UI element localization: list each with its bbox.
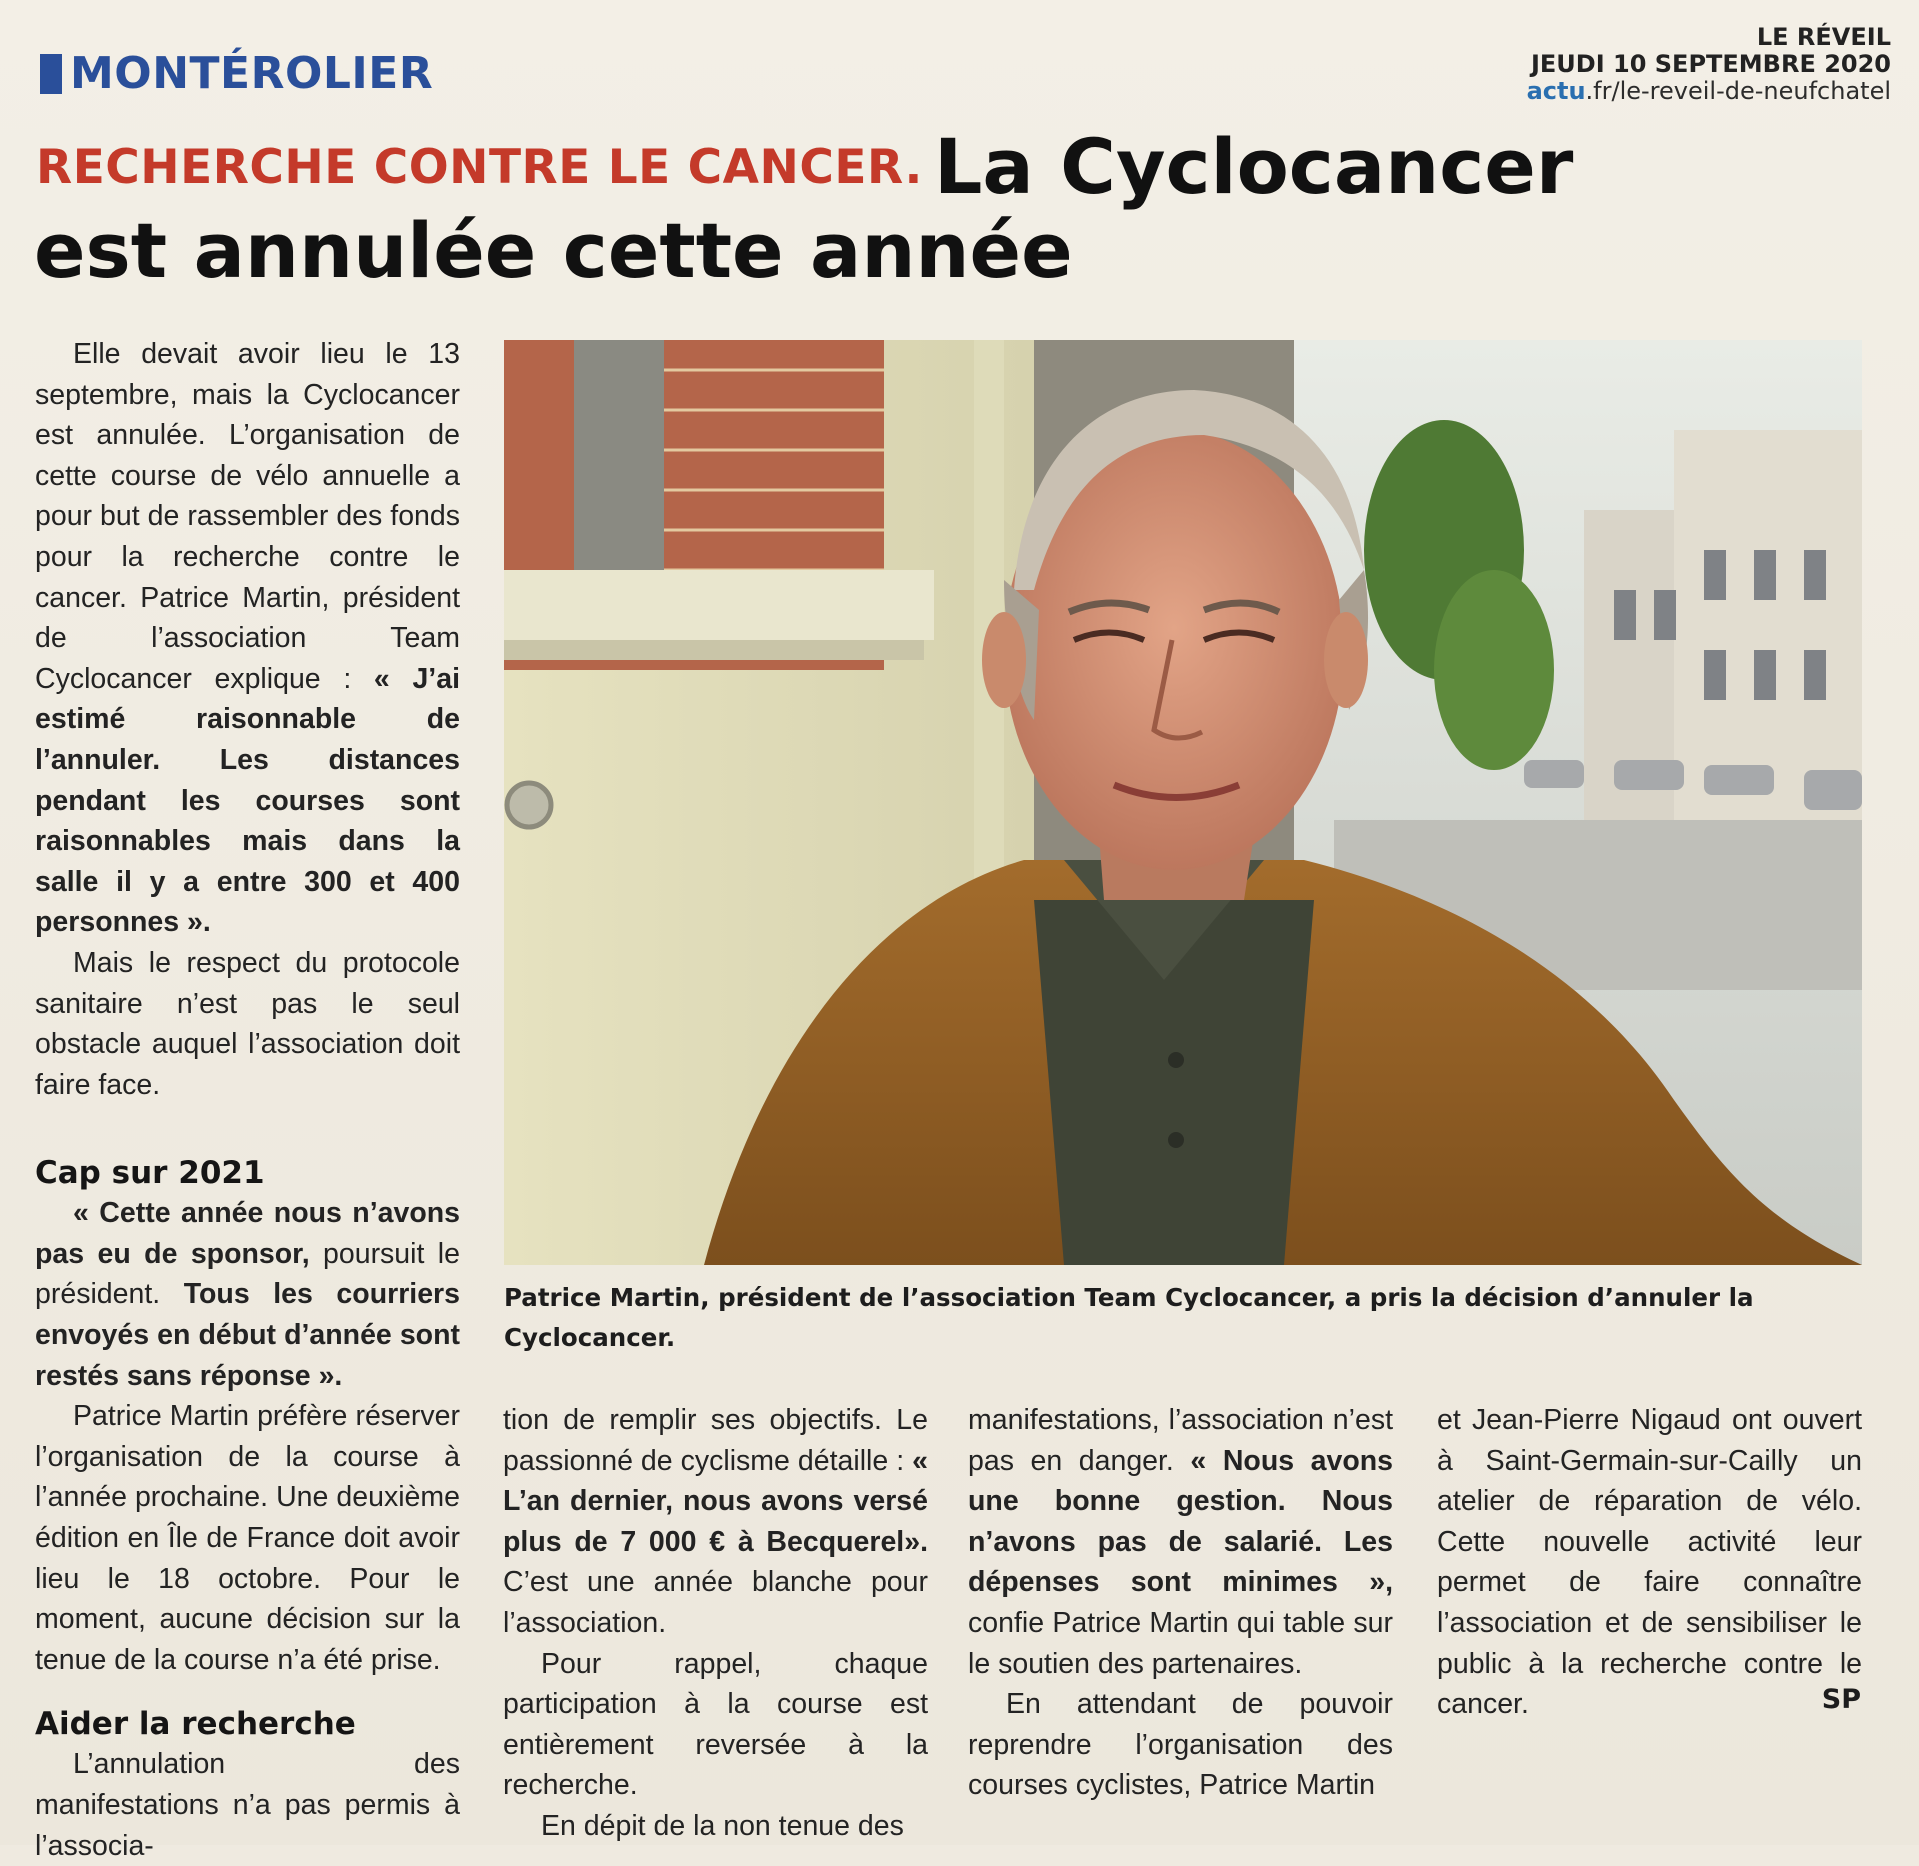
paragraph-quote: « Nous avons une bonne gestion. Nous n’avons pas de salarié. Les dépenses sont minimes », xyxy=(968,1444,1394,1599)
subhead-aider-la-recherche: Aider la recherche xyxy=(35,1706,356,1743)
paragraph-text: manifestations, l’association n’est pas en danger. xyxy=(968,1404,1393,1477)
article-photo xyxy=(504,340,1862,1265)
paragraph-text: confie Patrice Martin qui table sur le soutien des partenaires. xyxy=(968,1606,1393,1680)
article-paragraph: Pour rappel, chaque participation à la course est entièrement reversée à la recherche. xyxy=(503,1647,928,1802)
paragraph-text: C’est une année blanche pour l’association. xyxy=(503,1566,928,1639)
paragraph-text: tion de remplir ses objectifs. Le passionné de cyclisme détaille : xyxy=(503,1404,928,1477)
headline-kicker: RECHERCHE CONTRE LE CANCER. xyxy=(36,140,923,195)
article-paragraph: Mais le respect du protocole sanitaire n’est pas le seul obstacle auquel l’association doit faire face. xyxy=(35,946,460,1101)
article-paragraph xyxy=(968,1400,1393,1684)
paragraph-text: Elle devait avoir lieu le 13 septembre, mais la Cyclocancer est annulée. L’organisation de cette course de vélo annuelle a pour but de rassembler des fonds pour la recherche contre le cancer. Patrice Martin, président de l’association Team Cyclocancer explique : xyxy=(35,338,460,695)
article-column-3 xyxy=(968,1400,1393,1806)
website xyxy=(1527,78,1891,105)
article-paragraph xyxy=(503,1400,928,1644)
article-column-4 xyxy=(1437,1400,1862,1725)
article-paragraph: Patrice Martin préfère réserver l’organisation de la course à l’année prochaine. Une deuxième édition en Île de France doit avoir lieu le 18 octobre. Pour le moment, aucune décision sur la tenue de la course n’a été prise. xyxy=(35,1400,460,1676)
article-paragraph: En attendant de pouvoir reprendre l’organisation des courses cyclistes, Patrice Martin xyxy=(968,1688,1393,1802)
masthead xyxy=(1527,24,1891,105)
paragraph-quote: Tous les courriers envoyés en début d’année sont restés sans réponse ». xyxy=(35,1278,460,1392)
section-marker xyxy=(40,54,62,94)
headline-title-line1: La Cyclocancer xyxy=(934,122,1574,211)
photo-caption: Patrice Martin, président de l’association Team Cyclocancer, a pris la décision d’annuler la Cyclocancer. xyxy=(504,1283,1754,1352)
paragraph-quote: « Cette année nous n’avons pas eu de sponsor, xyxy=(35,1197,460,1270)
paragraph-quote: « L’an dernier, nous avons versé plus de 7 000 € à Becquerel». xyxy=(503,1444,928,1558)
article-column-2 xyxy=(503,1400,928,1847)
paragraph-quote: « J’ai estimé raisonnable de l’annuler. Les distances pendant les courses sont raisonnables mais dans la salle il y a entre 300 et 400 personnes ». xyxy=(35,662,460,939)
article-paragraph xyxy=(35,1193,460,1396)
section-label xyxy=(40,48,433,99)
article-column-1 xyxy=(35,334,460,1866)
article-paragraph: L’annulation des manifestations n’a pas permis à l’associa- xyxy=(35,1748,460,1862)
subhead-cap-sur-2021: Cap sur 2021 xyxy=(35,1155,265,1192)
website-brand: actu xyxy=(1526,76,1586,105)
paragraph-text: poursuit le président. xyxy=(35,1237,460,1311)
paper-name: LE RÉVEIL xyxy=(1756,23,1891,51)
article-paragraph: et Jean-Pierre Nigaud ont ouvert à Saint-Germain-sur-Cailly un atelier de réparation de vélo. Cette nouvelle activité leur permet de faire connaître l’association et de sensibiliser le public à la recherche contre le cancer. xyxy=(1437,1404,1862,1721)
section-name: MONTÉROLIER xyxy=(70,48,434,99)
portrait-illustration xyxy=(504,340,1862,1265)
author-signature: SP xyxy=(1821,1684,1861,1715)
article-paragraph: En dépit de la non tenue des xyxy=(541,1809,904,1842)
publication-date: JEUDI 10 SEPTEMBRE 2020 xyxy=(1530,49,1891,78)
article-paragraph xyxy=(35,334,460,943)
headline-title-line2: est annulée cette année xyxy=(34,206,1073,295)
website-path: .fr/le-reveil-de-neufchatel xyxy=(1585,76,1891,105)
